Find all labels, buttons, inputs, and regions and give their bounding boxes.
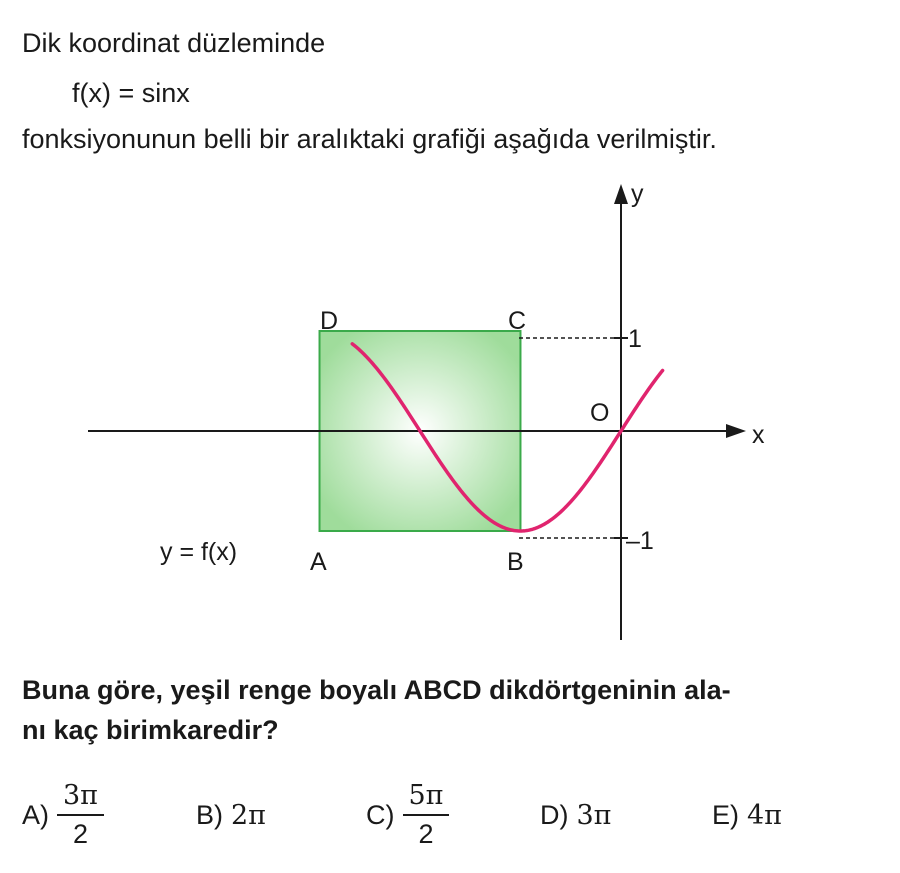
option-e[interactable]: [712, 780, 782, 850]
option-b-letter: B): [196, 799, 223, 830]
option-c-fraction: [403, 782, 450, 848]
option-e-letter: E): [712, 799, 739, 830]
option-c-denominator: 2: [418, 819, 434, 849]
option-a-fraction: [57, 782, 104, 848]
y-one-label: 1: [628, 325, 642, 353]
option-b-value: 2π: [231, 799, 266, 831]
point-b-label: B: [507, 548, 524, 576]
option-c-letter: C): [366, 799, 395, 830]
option-c-numerator: 5π: [403, 782, 450, 816]
option-e-value: 4π: [747, 799, 782, 831]
question-line-1: Buna göre, yeşil renge boyalı ABCD dikdörtgeninin ala-: [22, 675, 731, 705]
description-text: fonksiyonunun belli bir aralıktaki grafiği aşağıda verilmiştir.: [22, 124, 717, 154]
option-c[interactable]: [366, 780, 449, 850]
option-a-letter: A): [22, 799, 49, 830]
intro-text: Dik koordinat düzleminde: [22, 28, 326, 58]
x-axis-arrow-icon: [726, 424, 746, 438]
option-a-numerator: 3π: [57, 782, 104, 816]
y-axis-arrow-icon: [614, 184, 628, 204]
y-axis-label: y: [631, 180, 644, 208]
option-d-value: 3π: [576, 799, 612, 831]
point-c-label: C: [508, 307, 527, 335]
origin-label: O: [590, 399, 610, 427]
option-b[interactable]: [196, 780, 266, 850]
question-line-2: nı kaç birimkaredir?: [22, 715, 279, 745]
option-a[interactable]: [22, 780, 104, 850]
x-axis-label: x: [752, 421, 765, 449]
function-formula: f(x) = sinx: [72, 78, 190, 108]
point-a-label: A: [310, 548, 327, 576]
y-minus-one-label: –1: [626, 527, 654, 555]
curve-label: y = f(x): [160, 538, 238, 566]
point-d-label: D: [320, 307, 339, 335]
option-d[interactable]: [540, 780, 611, 850]
option-d-letter: D): [540, 799, 569, 830]
option-a-denominator: 2: [72, 819, 88, 849]
